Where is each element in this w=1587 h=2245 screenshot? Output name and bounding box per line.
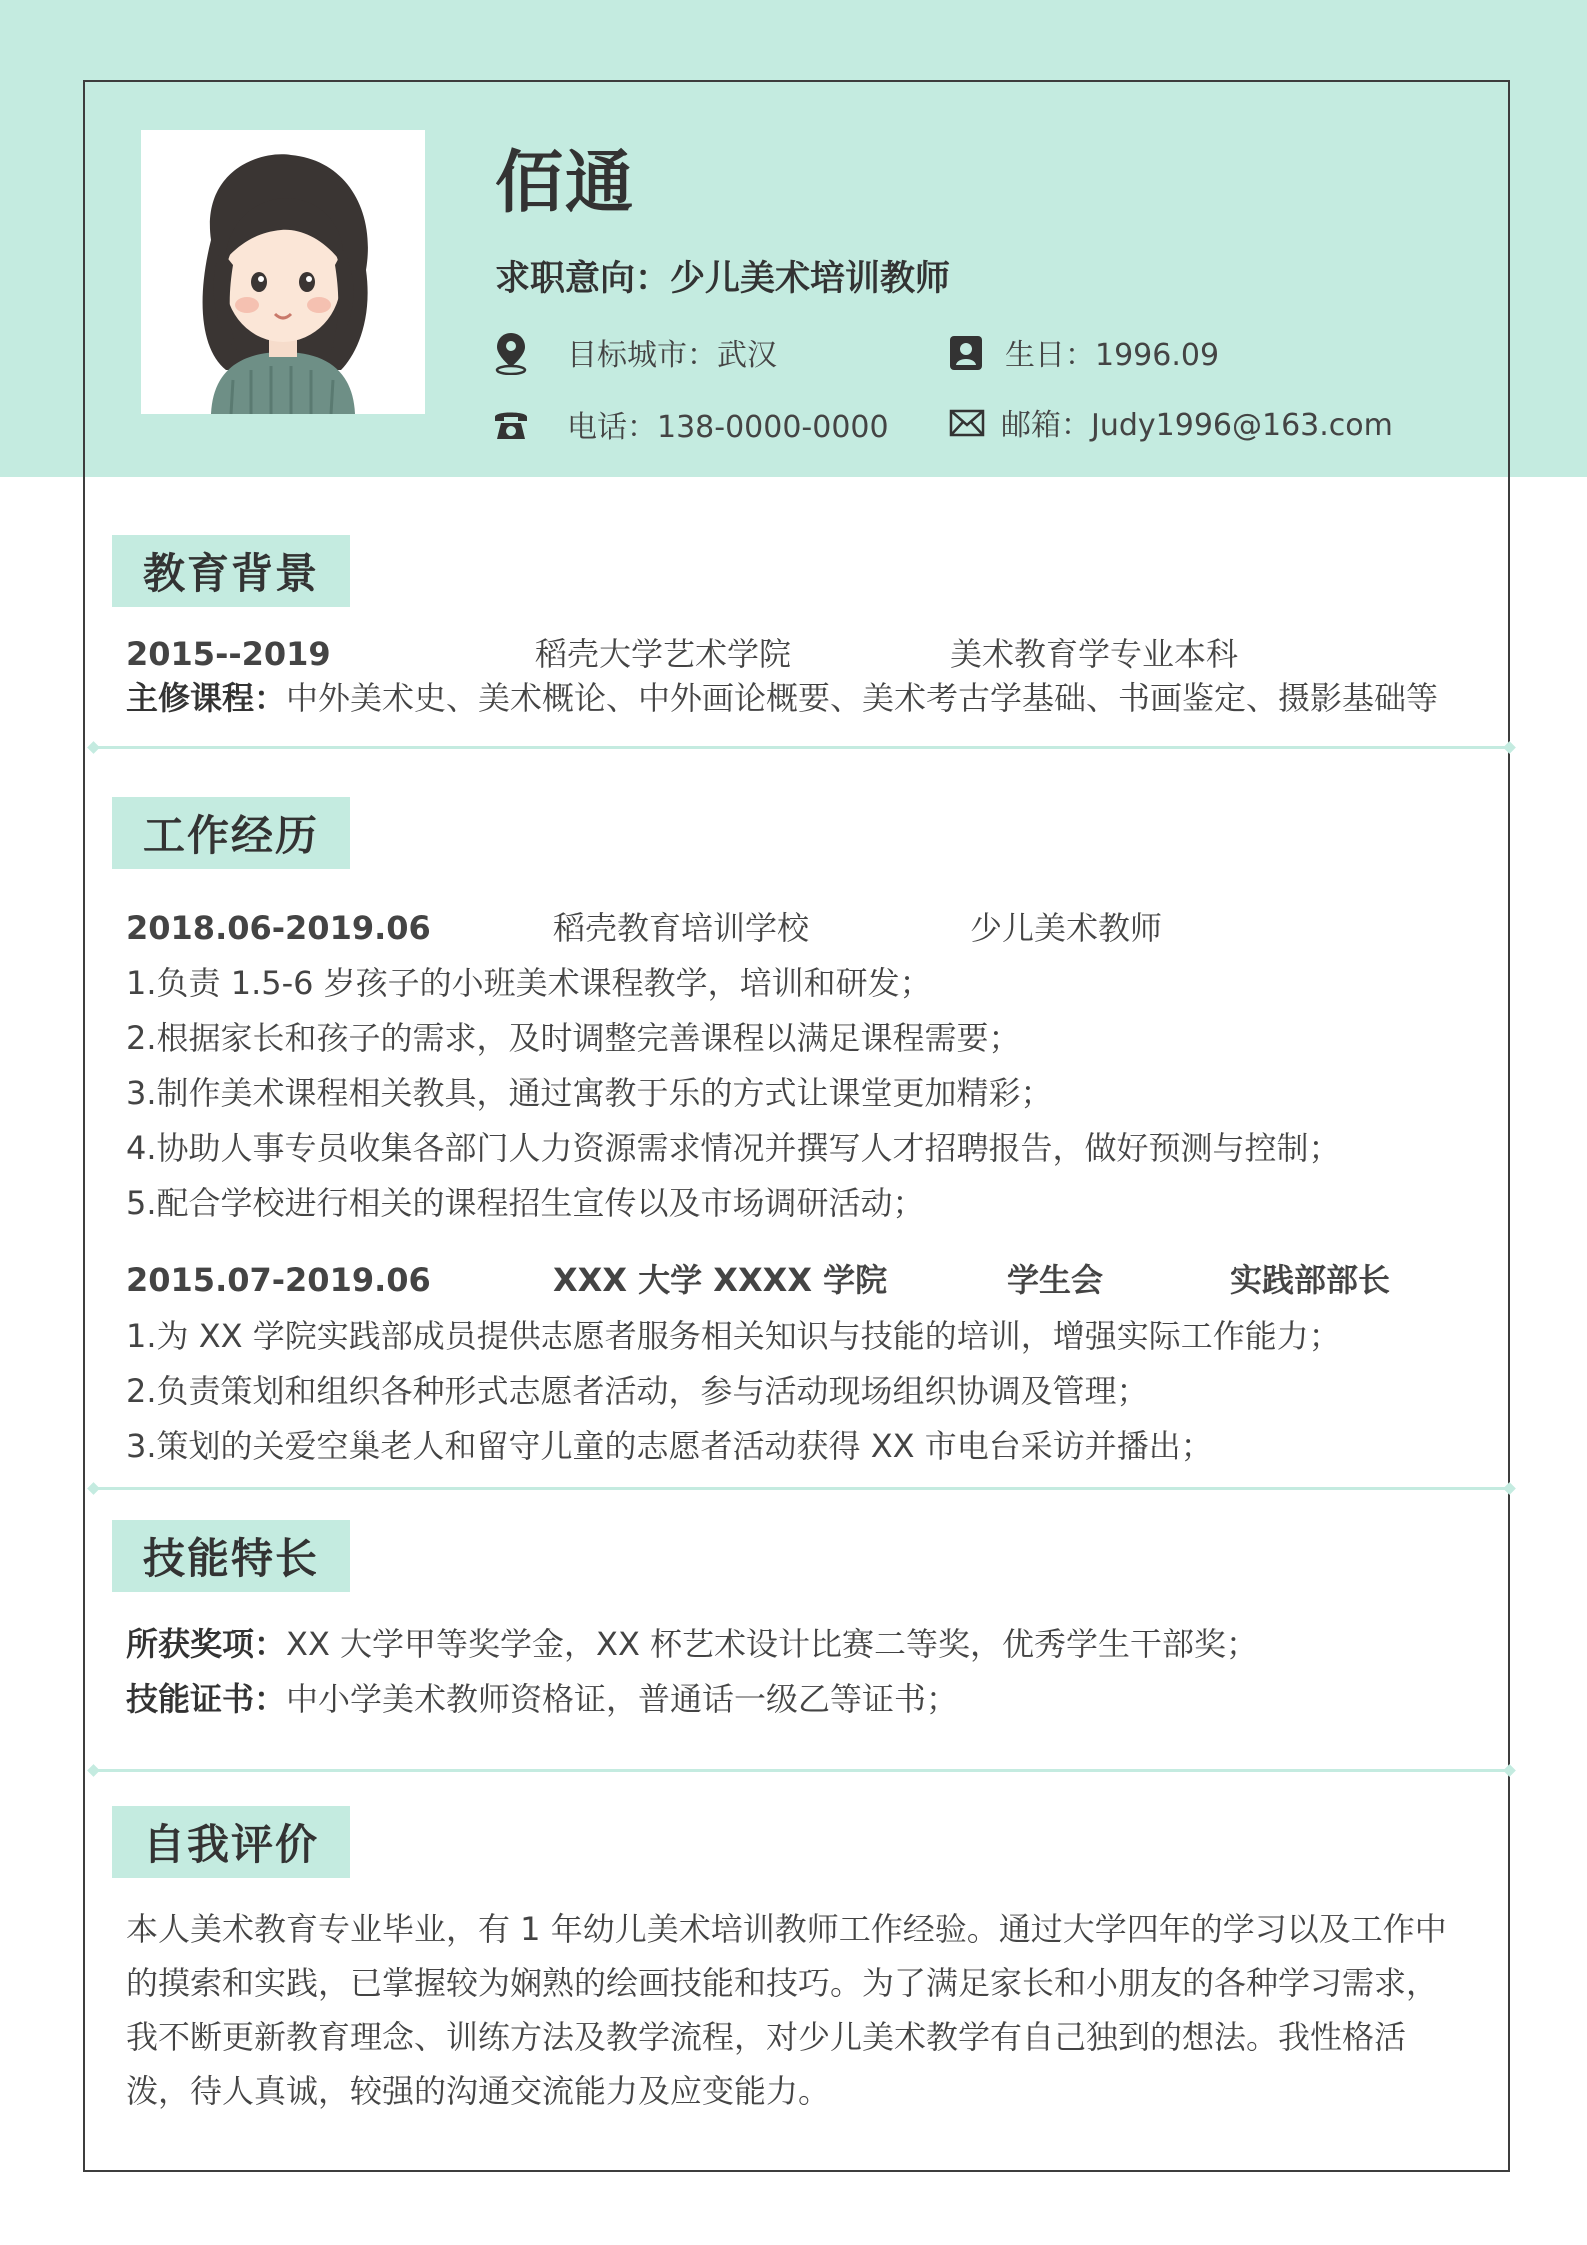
job-intent (495, 259, 951, 299)
job1-period: 2018.06-2019.06 (126, 909, 431, 947)
job2-item: 2.负责策划和组织各种形式志愿者活动，参与活动现场组织协调及管理； (126, 1372, 1149, 1410)
job1-role: 少儿美术教师 (970, 909, 1163, 947)
phone-text: 电话：138-0000-0000 (567, 410, 889, 445)
self-eval-text: 本人美术教育专业毕业，有 1 年幼儿美术培训教师工作经验。通过大学四年的学习以及工作中的摸索和实践，已掌握较为娴熟的绘画技能和技巧。为了满足家长和小朋友的各种学习需求，我不断更新教育理念、训练方法及教学流程，对少儿美术教学有自己独到的想法。我性格活泼，待人真诚，较强的沟通交流能力及应变能力。 (126, 1910, 1447, 2110)
job1-org: 稻壳教育培训学校 (553, 909, 810, 947)
section-divider (93, 1487, 1510, 1490)
certs-value: 中小学美术教师资格证，普通话一级乙等证书； (286, 1680, 959, 1718)
envelope-icon (949, 409, 985, 437)
certs-label: 技能证书： (126, 1680, 287, 1718)
telephone-icon (493, 407, 529, 441)
job2-item: 3.策划的关爱空巢老人和留守儿童的志愿者活动获得 XX 市电台采访并播出； (126, 1427, 1213, 1465)
job-intent-value: 少儿美术培训教师 (670, 259, 951, 299)
job1-item: 5.配合学校进行相关的课程招生宣传以及市场调研活动； (126, 1184, 925, 1222)
job1-item: 4.协助人事专员收集各部门人力资源需求情况并撰写人才招聘报告，做好预测与控制； (126, 1129, 1341, 1167)
target-city-text: 目标城市：武汉 (567, 338, 777, 373)
work-section-title: 工作经历 (112, 797, 350, 869)
job2-dept: 学生会 (1007, 1261, 1104, 1299)
courses-value: 中外美术史、美术概论、中外画论概要、美术考古学基础、书画鉴定、摄影基础等 (286, 679, 1439, 717)
avatar-illustration (141, 130, 425, 414)
awards-label: 所获奖项： (126, 1625, 287, 1663)
birthday-text: 生日：1996.09 (1005, 338, 1220, 373)
job1-item: 3.制作美术课程相关教具，通过寓教于乐的方式让课堂更加精彩； (126, 1074, 1053, 1112)
education-major: 美术教育学专业本科 (950, 635, 1239, 673)
job2-period: 2015.07-2019.06 (126, 1261, 431, 1299)
job2-item: 1.为 XX 学院实践部成员提供志愿者服务相关知识与技能的培训，增强实际工作能力； (126, 1317, 1341, 1355)
awards-value: XX 大学甲等奖学金，XX 杯艺术设计比赛二等奖，优秀学生干部奖； (286, 1625, 1259, 1663)
self-eval-section-title: 自我评价 (112, 1806, 350, 1878)
job2-org: XXX 大学 XXXX 学院 (553, 1261, 888, 1299)
education-courses (126, 679, 1439, 717)
skills-section-title: 技能特长 (112, 1520, 350, 1592)
education-section-title: 教育背景 (112, 535, 350, 607)
job1-item: 1.负责 1.5-6 岁孩子的小班美术课程教学，培训和研发； (126, 964, 932, 1002)
job-intent-label: 求职意向： (495, 259, 671, 299)
avatar (141, 130, 425, 414)
courses-label: 主修课程： (126, 679, 287, 717)
section-divider (93, 1769, 1510, 1772)
contact-card-icon (949, 335, 983, 371)
education-school: 稻壳大学艺术学院 (535, 635, 792, 673)
candidate-name: 佰通 (495, 144, 636, 223)
education-period: 2015--2019 (126, 635, 331, 673)
section-divider (93, 746, 1510, 749)
skills-awards (126, 1625, 1259, 1663)
location-pin-icon (493, 331, 529, 375)
job1-item: 2.根据家长和孩子的需求，及时调整完善课程以满足课程需要； (126, 1019, 1021, 1057)
email-text: 邮箱：Judy1996@163.com (1001, 408, 1393, 443)
skills-certs (126, 1680, 959, 1718)
job2-role: 实践部部长 (1230, 1261, 1391, 1299)
